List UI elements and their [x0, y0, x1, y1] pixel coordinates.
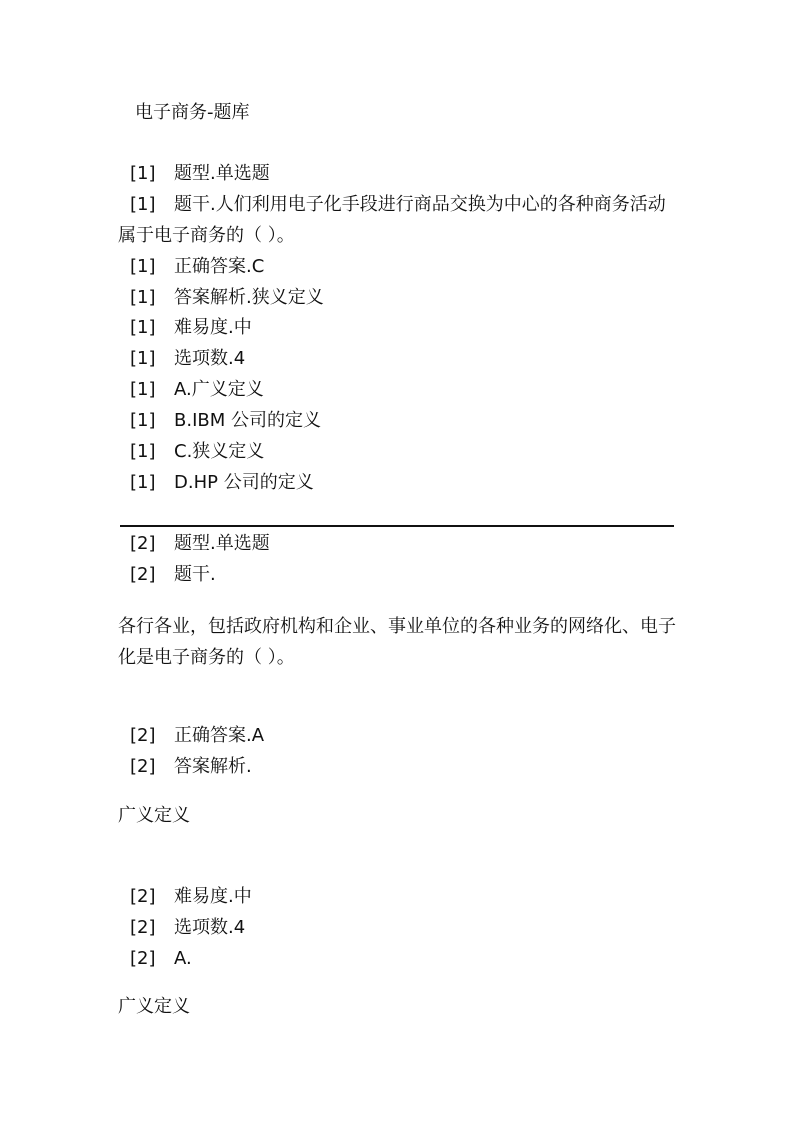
q2-analysis-label-row — [130, 754, 252, 780]
question-divider — [120, 525, 674, 527]
q2-stem-label: 题干. — [174, 564, 216, 585]
q1-answer: 正确答案.C — [174, 256, 265, 277]
q2-index: [2] — [130, 533, 156, 554]
q2-type-row — [130, 531, 270, 557]
q2-answer: 正确答案.A — [174, 725, 265, 746]
q1-index: [1] — [130, 348, 156, 369]
q1-index: [1] — [130, 379, 156, 400]
q2-index: [2] — [130, 756, 156, 777]
q1-index: [1] — [130, 317, 156, 338]
q1-option-c-row — [130, 439, 264, 465]
q1-option-a: A.广义定义 — [174, 379, 264, 400]
q1-index: [1] — [130, 194, 156, 215]
q2-index: [2] — [130, 564, 156, 585]
q2-index: [2] — [130, 886, 156, 907]
q1-analysis-row — [130, 285, 324, 311]
q2-index: [2] — [130, 725, 156, 746]
q1-type: 题型.单选题 — [174, 163, 270, 184]
q2-option-a-label: A. — [174, 948, 192, 969]
q1-analysis: 答案解析.狭义定义 — [174, 287, 324, 308]
q1-option-a-row — [130, 377, 264, 403]
q1-option-d-row — [130, 470, 314, 496]
q1-option-d: D.HP 公司的定义 — [174, 472, 314, 493]
q2-difficulty-row — [130, 884, 252, 910]
q1-stem: 题干.人们利用电子化手段进行商品交换为中心的各种商务活动 — [174, 194, 666, 215]
q1-index: [1] — [130, 410, 156, 431]
q1-index: [1] — [130, 256, 156, 277]
q1-type-row — [130, 161, 270, 187]
q1-answer-row — [130, 254, 264, 280]
q2-analysis-label: 答案解析. — [174, 756, 252, 777]
q1-option-b-row — [130, 408, 321, 434]
q1-difficulty: 难易度.中 — [174, 317, 252, 338]
q1-option-c: C.狭义定义 — [174, 441, 265, 462]
q1-option-count: 选项数.4 — [174, 348, 246, 369]
q1-index: [1] — [130, 472, 156, 493]
q2-difficulty: 难易度.中 — [174, 886, 252, 907]
q2-index: [2] — [130, 917, 156, 938]
q1-stem-line2: 属于电子商务的（ ）。 — [118, 225, 295, 246]
q1-stem-row — [130, 192, 666, 218]
document-title: 电子商务-题库 — [135, 102, 250, 123]
q2-type: 题型.单选题 — [174, 533, 270, 554]
q2-option-count-row — [130, 915, 245, 941]
q1-index: [1] — [130, 441, 156, 462]
q2-index: [2] — [130, 948, 156, 969]
q1-stem-continuation — [118, 223, 295, 249]
q2-answer-row — [130, 723, 264, 749]
q2-analysis-body: 广义定义 — [118, 805, 190, 826]
q1-option-b: B.IBM 公司的定义 — [174, 410, 321, 431]
q2-stem-label-row — [130, 562, 216, 588]
q2-option-a-body: 广义定义 — [118, 996, 190, 1017]
q2-option-count: 选项数.4 — [174, 917, 246, 938]
q2-option-a-label-row — [130, 946, 192, 972]
q1-option-count-row — [130, 346, 245, 372]
q1-index: [1] — [130, 163, 156, 184]
q1-index: [1] — [130, 287, 156, 308]
q2-stem-body: 各行各业，包括政府机构和企业、事业单位的各种业务的网络化、电子化是电子商务的（ ）。 — [118, 616, 676, 668]
q1-difficulty-row — [130, 315, 252, 341]
